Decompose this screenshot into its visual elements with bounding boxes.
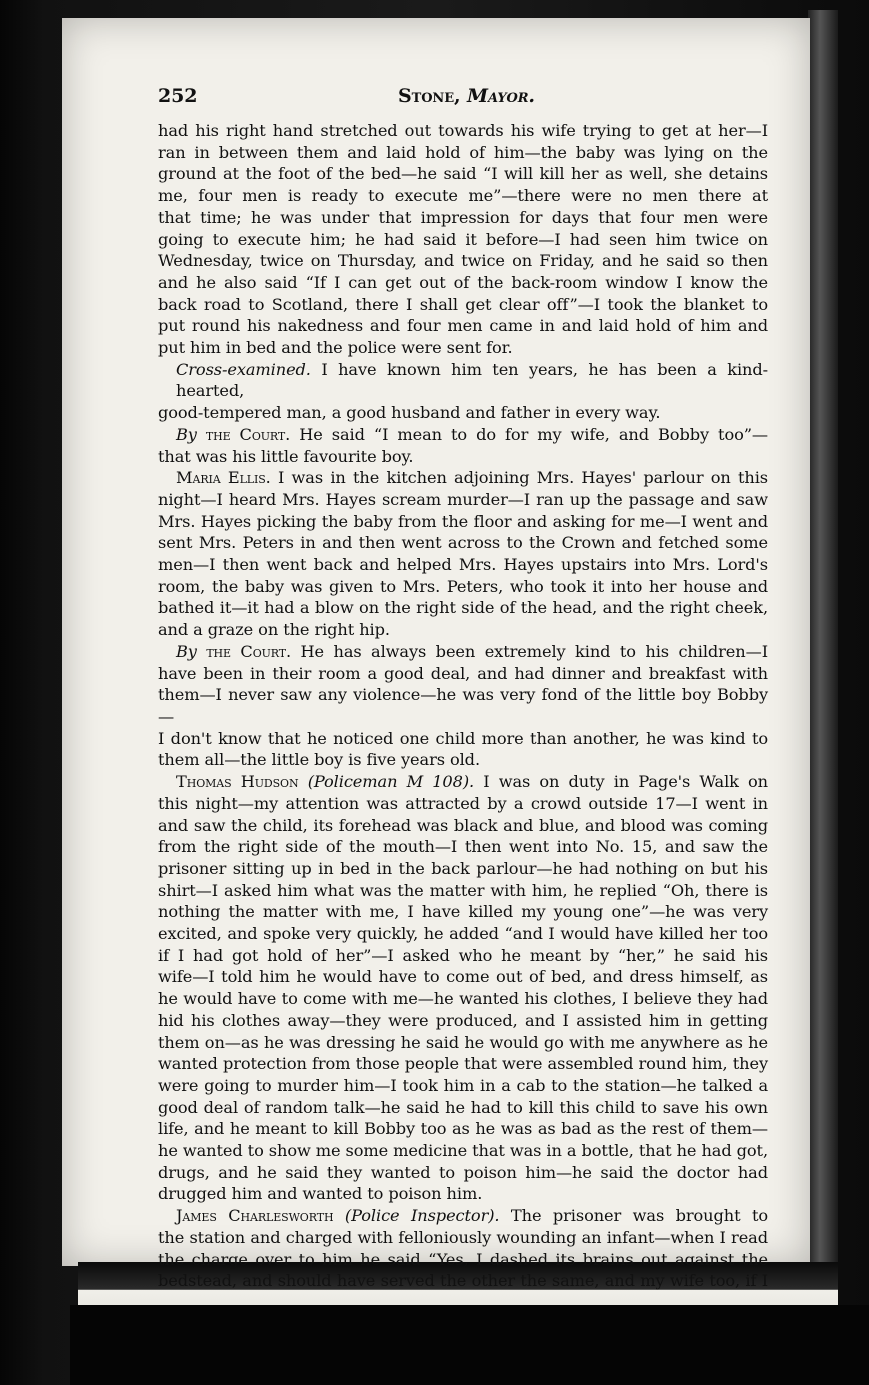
text-line: good-tempered man, a good husband and father in every way.	[158, 403, 661, 423]
running-title	[398, 86, 535, 108]
text-line: By the Court. He has always been extremely kind to his children—I	[176, 641, 768, 661]
text-line: wife—I told him he would have to come out of bed, and dress himself, as	[158, 967, 768, 987]
witness-name: Thomas Hudson	[176, 772, 299, 792]
text-line: back road to Scotland, there I shall get clear off”—I took the blanket to	[158, 294, 768, 314]
text-line: wanted protection from those people that were assembled round him, they	[158, 1054, 768, 1074]
text-line: room, the baby was given to Mrs. Peters, who took it into her house and	[158, 576, 768, 596]
text-line: he would have to come with me—he wanted his clothes, I believe they had	[158, 989, 768, 1009]
text-line: them—I never saw any violence—he was very fond of the little boy Bobby—	[158, 685, 768, 726]
witness-name: Maria Ellis.	[176, 468, 271, 488]
text-line: them all—the little boy is five years old.	[158, 750, 480, 770]
text-line: and a graze on the right hip.	[158, 620, 390, 640]
text-line: men—I then went back and helped Mrs. Hayes upstairs into Mrs. Lord's	[158, 555, 768, 575]
text-line: hid his clothes away—they were produced, and I assisted him in getting	[158, 1010, 768, 1030]
text-line: sent Mrs. Peters in and then went across to the Crown and fetched some	[158, 533, 768, 553]
text-line: if I had got hold of her”—I asked who he meant by “her,” he said his	[158, 945, 768, 965]
text-line: I don't know that he noticed one child more than another, he was kind to	[158, 728, 768, 748]
text-line: ran in between them and laid hold of him—the baby was lying on the	[158, 142, 768, 162]
page-number: 252	[158, 85, 198, 107]
text-line: that time; he was under that impression for days that four men were	[158, 207, 768, 227]
text-line: going to execute him; he had said it before—I had seen him twice on	[158, 229, 768, 249]
text-line: bathed it—it had a blow on the right side of the head, and the right cheek,	[158, 598, 768, 618]
page-content	[158, 86, 768, 1292]
section-label: Cross-examined.	[176, 359, 311, 379]
text-line: drugs, and he said they wanted to poison him—he said the doctor had	[158, 1162, 768, 1182]
text-line: night—I heard Mrs. Hayes scream murder—I ran up the passage and saw	[158, 489, 768, 509]
text-line: drugged him and wanted to poison him.	[158, 1184, 483, 1204]
text-line: ground at the foot of the bed—he said “I will kill her as well, she detains	[158, 164, 768, 184]
text-line: have been in their room a good deal, and had dinner and breakfast with	[158, 663, 768, 683]
witness-role: (Policeman M 108).	[307, 772, 475, 792]
text-line: prisoner sitting up in bed in the back parlour—he had nothing on but his	[158, 858, 768, 878]
text-line: Mrs. Hayes picking the baby from the floor and asking for me—I went and	[158, 511, 768, 531]
text-line: life, and he meant to kill Bobby too as he was as bad as the rest of them—	[158, 1119, 768, 1139]
text-line: me, four men is ready to execute me”—there were no men there at	[158, 186, 768, 206]
running-title-role: Mayor.	[467, 85, 535, 107]
paragraph-by-the-court-1	[158, 424, 768, 467]
section-label: the Court.	[206, 641, 292, 661]
text-line: this night—my attention was attracted by a crowd outside 17—I went in	[158, 793, 768, 813]
text-line: he wanted to show me some medicine that was in a bottle, that he had got,	[158, 1141, 768, 1161]
text-line: bedstead, and should have served the other the same, and my wife too, if I	[158, 1271, 768, 1291]
text-line: from the right side of the mouth—I then went into No. 15, and saw the	[158, 837, 768, 857]
paragraph-testimony-continued	[158, 120, 768, 359]
paragraph-maria-ellis	[158, 467, 768, 641]
text-line: excited, and spoke very quickly, he added “and I would have killed her too	[158, 924, 768, 944]
paragraph-cross-examined	[158, 359, 768, 424]
paragraph-thomas-hudson	[158, 771, 768, 1205]
witness-name: James Charlesworth	[176, 1206, 334, 1226]
text-line: and he also said “If I can get out of the back-room window I know the	[158, 272, 768, 292]
text-line: were going to murder him—I took him in a cab to the station—he talked a	[158, 1075, 768, 1095]
text-line: had his right hand stretched out towards his wife trying to get at her—I	[158, 121, 768, 140]
text-line: and saw the child, its forehead was black and blue, and blood was coming	[158, 815, 768, 835]
scan-lower-border	[70, 1305, 869, 1385]
text-line: Cross-examined. I have known him ten years, he has been a kind-hearted,	[176, 359, 768, 401]
text-line: By the Court. He said “I mean to do for my wife, and Bobby too”—	[176, 424, 768, 444]
text-line: James Charlesworth (Police Inspector). The prisoner was brought to	[176, 1206, 768, 1226]
paragraph-james-charlesworth	[158, 1205, 768, 1292]
text-line: good deal of random talk—he said he had to kill this child to save his own	[158, 1097, 768, 1117]
running-head	[158, 86, 768, 120]
text-line: put him in bed and the police were sent for.	[158, 338, 513, 358]
text-line: shirt—I asked him what was the matter with him, he replied “Oh, there is	[158, 880, 768, 900]
text-line: that was his little favourite boy.	[158, 446, 414, 466]
witness-role: (Police Inspector).	[344, 1206, 500, 1226]
book-page-edge-right	[808, 10, 838, 1275]
text-line: put round his nakedness and four men came in and laid hold of him and	[158, 316, 768, 336]
text-line: Maria Ellis. I was in the kitchen adjoining Mrs. Hayes' parlour on this	[176, 468, 768, 488]
paragraph-by-the-court-2	[158, 641, 768, 771]
text-line: Wednesday, twice on Thursday, and twice on Friday, and he said so then	[158, 251, 768, 271]
text-line: the charge over to him he said “Yes, I dashed its brains out against the	[158, 1249, 768, 1269]
running-title-name: Stone,	[398, 85, 461, 107]
text-line: the station and charged with felloniously wounding an infant—when I read	[158, 1227, 768, 1247]
text-line: nothing the matter with me, I have killed my young one”—he was very	[158, 902, 768, 922]
text-line: them on—as he was dressing he said he would go with me anywhere as he	[158, 1032, 768, 1052]
section-label: the Court.	[205, 424, 291, 444]
text-line: Thomas Hudson (Policeman M 108). I was on duty in Page's Walk on	[176, 772, 769, 792]
